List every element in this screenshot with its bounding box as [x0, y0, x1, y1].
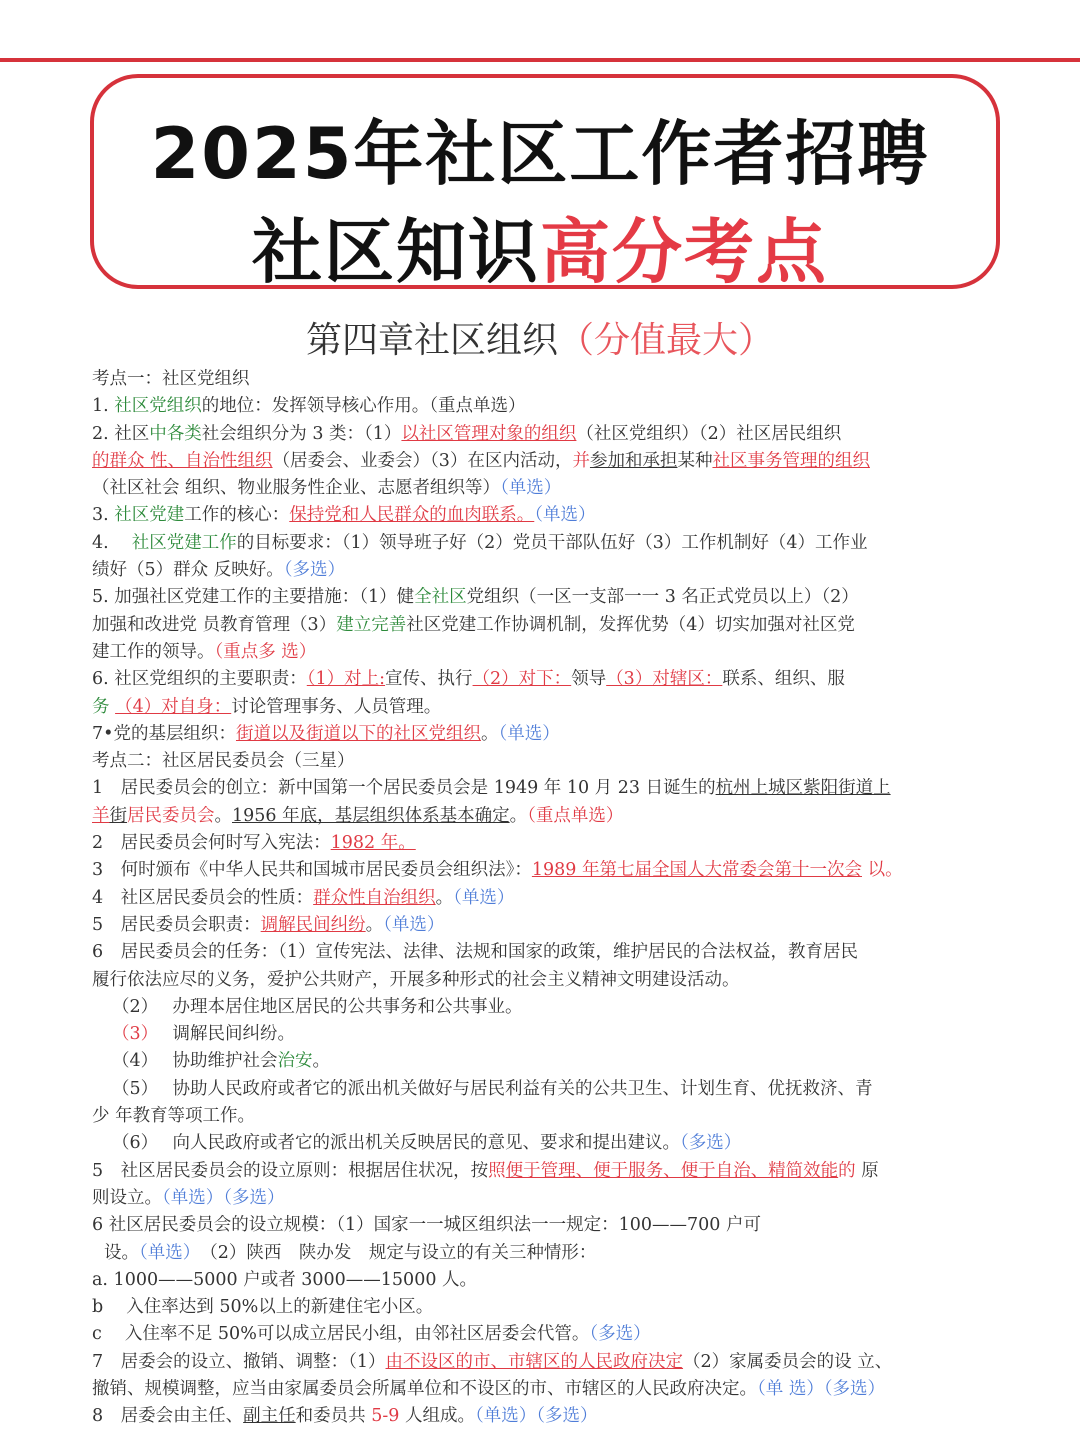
text-line — [92, 639, 997, 666]
text-segment: a. 1000——5000 户或者 3000——15000 人。 — [92, 1269, 478, 1290]
text-line — [92, 721, 997, 748]
text-segment: 便于管理、便于服务、便于自治、精简效能 — [505, 1160, 839, 1181]
text-segment: 联系、组织、服 — [722, 669, 845, 690]
text-segment: 少 年教育等项工作。 — [92, 1106, 256, 1127]
text-segment: （6） 向人民政府或者它的派出机关反映居民的意见、要求和提出建议。 — [112, 1133, 680, 1154]
text-segment: 3. — [92, 505, 115, 526]
text-segment: （单选） — [500, 478, 562, 499]
text-line — [92, 1048, 997, 1075]
text-line — [92, 1158, 997, 1185]
chapter-heading — [0, 312, 1080, 363]
text-segment: 领导 — [571, 669, 607, 690]
text-segment: 8 居委会由主任、 — [92, 1406, 244, 1427]
text-segment: 治安 — [277, 1051, 313, 1072]
text-segment: 以社区管理对象的组织 — [401, 423, 577, 444]
text-segment: 5 社区居民委员会的设立原则：根据居住状况，按 — [92, 1160, 489, 1181]
text-segment: 2 居民委员会何时写入宪法： — [92, 833, 331, 854]
text-segment: 社会组织分为 3 类：（1） — [201, 423, 402, 444]
text-segment: 羊 — [92, 805, 110, 826]
text-segment: b 入住率达到 50%以上的新建住宅小区。 — [92, 1297, 434, 1318]
text-segment: 的目标要求：（1）领导班子好（2）党员干部队伍好（3）工作机制好（4）工作业 — [236, 532, 868, 553]
text-line — [92, 1185, 997, 1212]
text-line — [92, 584, 997, 611]
text-segment: 原 — [855, 1160, 879, 1181]
text-segment: （4）对自身： — [115, 696, 232, 717]
text-segment: 的群众 性、自治性组织 — [92, 450, 273, 471]
text-line — [92, 748, 997, 775]
text-line — [92, 1212, 997, 1239]
text-line — [92, 666, 997, 693]
text-segment: （4） 协助维护社会 — [112, 1051, 278, 1072]
text-segment: 社区事务管理的组织 — [712, 450, 870, 471]
text-segment: 社区党建工作协调机制，发挥优势（4）切实加强对社区党 — [406, 614, 855, 635]
text-line — [92, 1021, 997, 1048]
text-line — [92, 475, 997, 502]
text-segment: （单选） — [498, 723, 560, 744]
text-segment: 的 — [838, 1160, 856, 1181]
text-segment: 。 — [480, 723, 499, 744]
text-segment: 1956 年底，基层组织体系基本确定 — [232, 805, 510, 826]
text-line — [92, 857, 997, 884]
text-segment: （重点单选） — [527, 805, 624, 826]
text-segment: 居民委员会 — [127, 805, 215, 826]
text-line — [92, 557, 997, 584]
text-line — [92, 502, 997, 529]
text-segment: （社区社会 组织、物业服务性企业、志愿者组织等） — [92, 478, 501, 499]
text-segment: （3） — [112, 1024, 150, 1045]
text-segment: 。 — [509, 805, 528, 826]
text-segment: 杭州上城区紫阳街道上 — [715, 778, 891, 799]
text-segment: 6. 社区党组织的主要职责： — [92, 669, 307, 690]
text-segment: 7•党的基层组织： — [92, 723, 236, 744]
text-segment: 5. 加强社区党建工作的主要措施：（1）健 — [92, 587, 415, 608]
text-segment: 照 — [488, 1160, 506, 1181]
text-segment: 4 社区居民委员会的性质： — [92, 887, 314, 908]
text-segment: （2）家属委员会的设 立、 — [683, 1351, 893, 1372]
text-segment: 社区党建工作 — [131, 532, 237, 553]
text-segment: 1989 年第七届全国人大常委会第十一次会 — [531, 860, 862, 881]
text-segment: 社区党组织 — [114, 396, 202, 417]
text-segment: 务 — [92, 696, 116, 717]
top-divider — [0, 58, 1080, 62]
subtitle-red: 高分考点 — [540, 211, 828, 293]
text-segment: （多选） — [283, 560, 345, 581]
text-line — [92, 612, 997, 639]
text-line — [92, 1321, 997, 1348]
text-segment: （2）陕西 陕办发 规定与设立的有关三种情形： — [191, 1242, 597, 1263]
text-line — [92, 366, 997, 393]
text-segment: （单选） — [534, 505, 596, 526]
text-line — [92, 830, 997, 857]
chapter-title: 第四章社区组织 — [305, 320, 558, 361]
text-line — [92, 530, 997, 557]
text-line — [92, 1349, 997, 1376]
text-segment: 调解民间纠纷。 — [149, 1024, 295, 1045]
text-segment: 全社区 — [414, 587, 467, 608]
text-segment: （社区党组织）（2）社区居民组织 — [576, 423, 842, 444]
text-segment: （1）对上: — [306, 669, 386, 690]
text-line — [92, 448, 997, 475]
text-segment: 副主任 — [243, 1406, 296, 1427]
text-segment: 某种 — [677, 450, 713, 471]
text-line — [92, 885, 997, 912]
text-segment: 人组成。 — [399, 1406, 475, 1427]
text-segment: 建工作的领导。 — [92, 641, 215, 662]
text-segment: 加强和改进党 员教育管理（3） — [92, 614, 337, 635]
text-segment: （单选） — [383, 914, 445, 935]
text-line — [92, 694, 997, 721]
text-segment: 社区党建 — [114, 505, 185, 526]
text-segment: 由不设区的市、市辖区的人民政府决定 — [385, 1351, 684, 1372]
text-segment: （单选） — [139, 1242, 192, 1263]
text-segment: 设。 — [104, 1242, 139, 1263]
text-segment: 以。 — [862, 860, 903, 881]
text-segment: 撤销、规模调整，应当由家属委员会所属单位和不设区的市、市辖区的人民政府决定。 — [92, 1378, 757, 1399]
text-segment: 考点二：社区居民委员会（三星） — [92, 751, 355, 772]
text-line — [92, 1376, 997, 1403]
text-segment: 调解民间纠纷 — [260, 914, 366, 935]
text-segment: 保持党和人民群众的血肉联系。 — [289, 505, 535, 526]
text-segment: （多选） — [589, 1324, 651, 1345]
text-segment: 工作的核心： — [184, 505, 290, 526]
text-segment: 建立完善 — [336, 614, 407, 635]
text-segment: 1 居民委员会的创立：新中国第一个居民委员会是 1949 年 10 月 23 日诞生的 — [92, 778, 716, 799]
text-line — [92, 912, 997, 939]
text-segment: 4. — [92, 532, 132, 553]
subtitle-black: 社区知识 — [252, 211, 540, 293]
text-segment: （单选） — [453, 887, 515, 908]
text-segment: 6 社区居民委员会的设立规模：（1）国家一一城区组织法一一规定：100——700 户可 — [92, 1215, 761, 1236]
text-line — [92, 967, 997, 994]
text-line — [92, 939, 997, 966]
text-line — [92, 994, 997, 1021]
text-segment: （3）对辖区： — [606, 669, 723, 690]
text-line — [92, 1403, 997, 1430]
text-segment: （单 选）（多选） — [757, 1378, 886, 1399]
text-segment: 3 何时颁布《中华人民共和国城市居民委员会组织法》： — [92, 860, 532, 881]
text-segment: 。 — [214, 805, 232, 826]
text-line — [92, 1103, 997, 1130]
text-segment: 5-9 — [371, 1406, 400, 1427]
text-line — [92, 421, 997, 448]
text-segment: （单选）（多选） — [474, 1406, 598, 1427]
text-segment: （居委会、业委会）（3）在区内活动， — [272, 450, 573, 471]
text-segment: 讨论管理事务、人员管理。 — [231, 696, 442, 717]
text-segment: （重点多 选） — [214, 641, 317, 662]
text-segment: （单选）（多选） — [162, 1187, 285, 1208]
text-line — [92, 1130, 997, 1157]
text-segment: 。 — [435, 887, 454, 908]
text-segment: 党组织（一区一支部一一 3 名正式党员以上）（2） — [466, 587, 859, 608]
text-segment: 参加和承担 — [589, 450, 678, 471]
text-segment: 5 居民委员会职责： — [92, 914, 261, 935]
text-segment: （2） 办理本居住地区居民的公共事务和公共事业。 — [112, 996, 523, 1017]
text-line — [92, 803, 997, 830]
text-line — [92, 1076, 997, 1103]
page-subtitle — [0, 196, 1080, 297]
text-segment: 。 — [312, 1051, 330, 1072]
text-segment: c 入住率不足 50%可以成立居民小组，由邻社区居委会代管。 — [92, 1324, 590, 1345]
text-segment: 绩好（5）群众 反映好。 — [92, 560, 284, 581]
text-segment: 1982 年。 — [330, 833, 416, 854]
text-line — [92, 1294, 997, 1321]
text-segment: 7 居委会的设立、撤销、调整：（1） — [92, 1351, 386, 1372]
text-segment: 群众性自治组织 — [313, 887, 436, 908]
text-segment: 街道以及街道以下的社区党组织 — [235, 723, 481, 744]
text-segment: 街 — [109, 805, 127, 826]
text-segment: 。 — [365, 914, 384, 935]
text-line — [92, 393, 997, 420]
text-segment: 的地位：发挥领导核心作用。（重点单选） — [201, 396, 526, 417]
text-segment: 履行依法应尽的义务，爱护公共财产，开展多种形式的社会主义精神文明建设活动。 — [92, 969, 740, 990]
text-segment: 和委员共 — [295, 1406, 372, 1427]
text-line — [92, 1240, 997, 1267]
notes-body — [92, 366, 997, 1431]
text-segment: 考点一：社区党组织 — [92, 369, 250, 389]
text-segment: 2. 社区 — [92, 423, 150, 444]
text-line — [92, 1267, 997, 1294]
text-segment: 1. — [92, 396, 115, 417]
text-segment: 并 — [572, 450, 590, 471]
text-segment: 6 居民委员会的任务：（1）宣传宪法、法律、法规和国家的政策，维护居民的合法权益，教育居民 — [92, 942, 859, 963]
text-line — [92, 775, 997, 802]
chapter-note: （分值最大） — [558, 320, 775, 361]
text-segment: 中各类 — [149, 423, 202, 444]
text-segment: （多选） — [679, 1133, 742, 1154]
text-segment: 宣传、执行 — [385, 669, 473, 690]
text-segment: （5） 协助人民政府或者它的派出机关做好与居民利益有关的公共卫生、计划生育、优抚救济、青 — [112, 1078, 873, 1099]
text-segment: （2）对下： — [472, 669, 572, 690]
text-segment: 则设立。 — [92, 1187, 162, 1208]
page-title: 2025年社区工作者招聘 — [150, 113, 930, 195]
